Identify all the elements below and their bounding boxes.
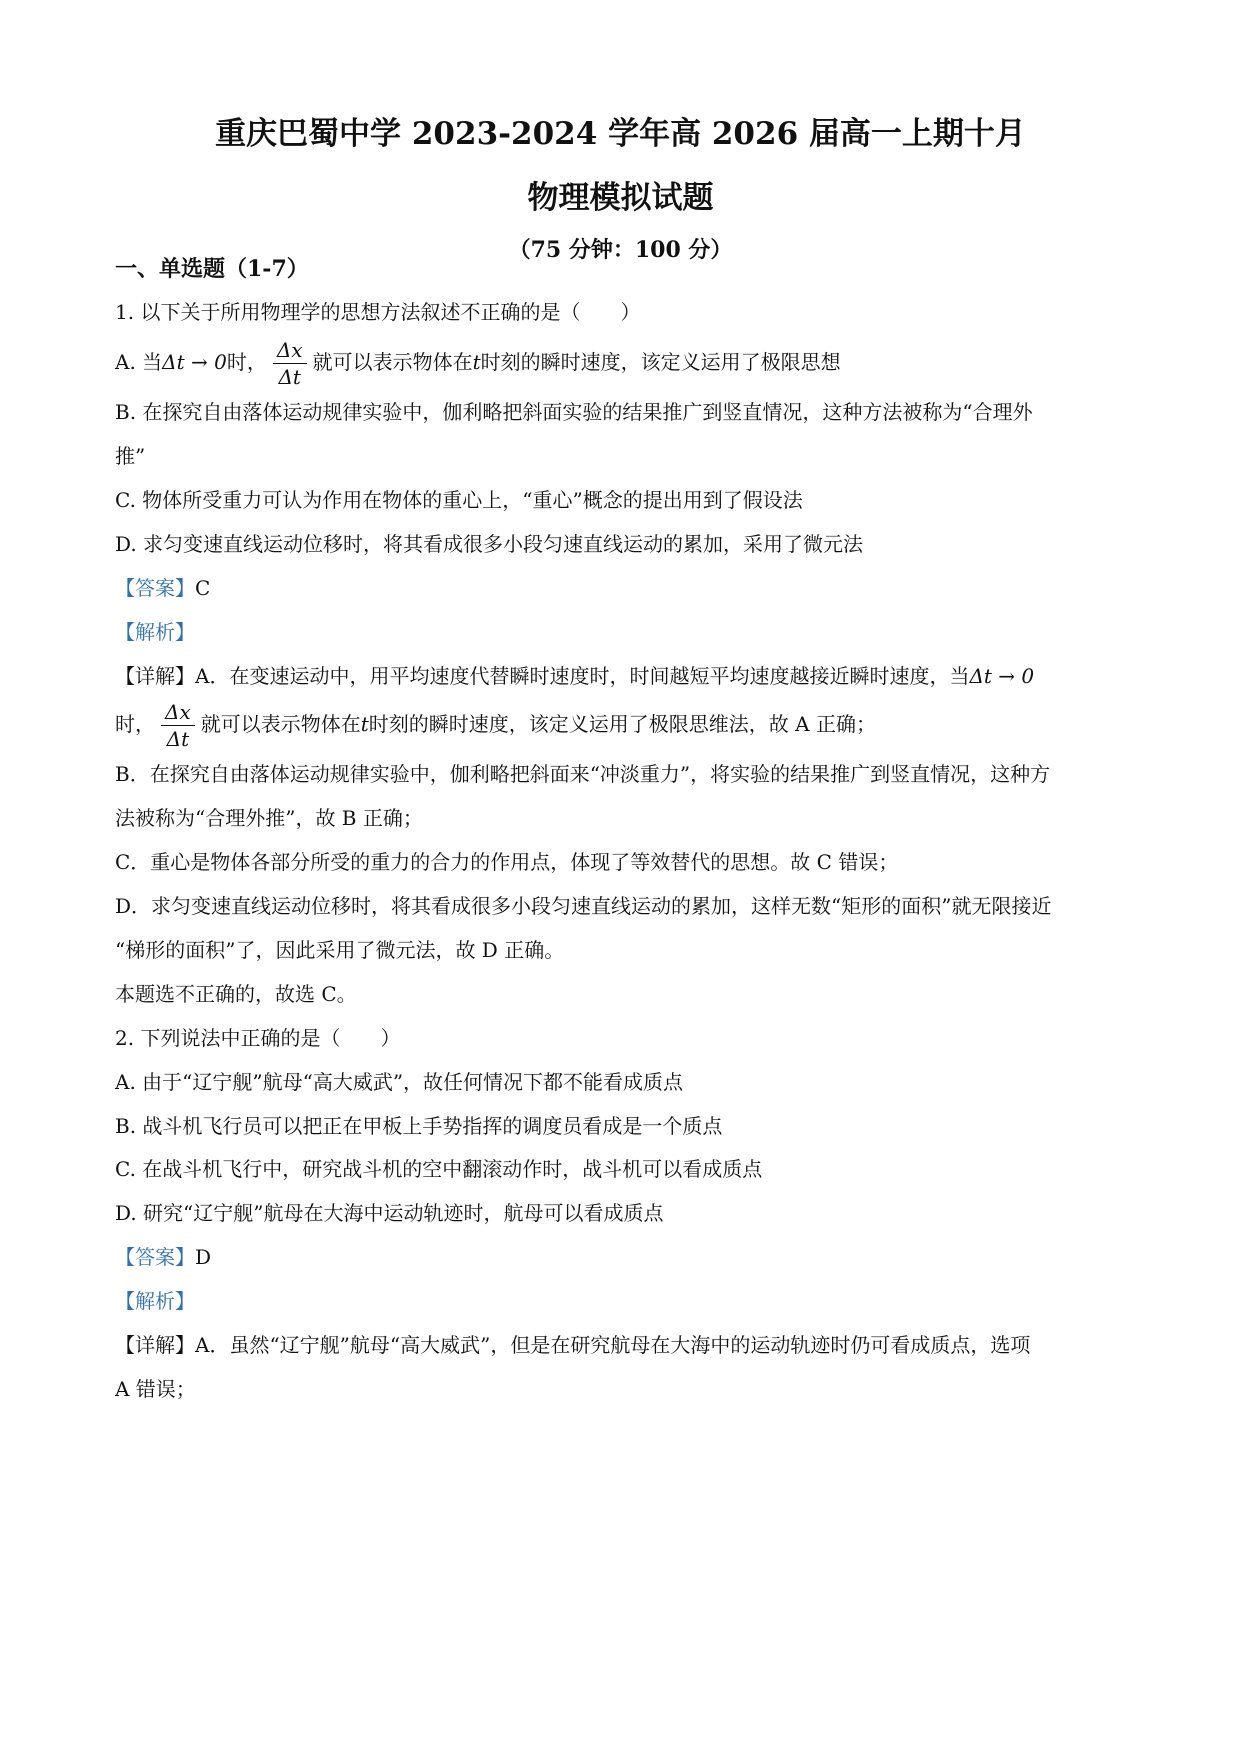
- detail-a2-frac-num: Δx: [161, 699, 195, 726]
- q2-option-c: C. 在战斗机飞行中，研究战斗机的空中翻滚动作时，战斗机可以看成质点: [115, 1157, 763, 1181]
- q1-option-b-line2: 推”: [115, 444, 146, 468]
- detail-a2-text2: 时刻的瞬时速度，该定义运用了极限思维法，故 A 正确；: [368, 712, 876, 736]
- detail-tag: 【详解】: [115, 664, 195, 688]
- exam-subject: 物理模拟试题: [527, 180, 714, 216]
- q1-a-t: t: [472, 350, 481, 374]
- q2-analysis-tag: 【解析】: [115, 1289, 195, 1313]
- q1-option-d: D. 求匀变速直线运动位移时，将其看成很多小段匀速直线运动的累加，采用了微元法: [115, 532, 864, 556]
- q1-a-comma: 时，: [226, 350, 267, 374]
- exam-title: 重庆巴蜀中学 2023-2024 学年高 2026 届高一上期十月: [215, 116, 1026, 152]
- q1-stem: 1. 以下关于所用物理学的思想方法叙述不正确的是（ ）: [115, 300, 641, 324]
- q2-option-d: D. 研究“辽宁舰”航母在大海中运动轨迹时，航母可以看成质点: [115, 1201, 664, 1225]
- q1-detail-b-line1: B．在探究自由落体运动规律实验中，伽利略把斜面来“冲淡重力”，将实验的结果推广到竖直情况，这种方: [115, 762, 1051, 786]
- q1-detail-a-line1: [115, 662, 1125, 690]
- q1-detail-c: C．重心是物体各部分所受的重力的合力的作用点，体现了等效替代的思想。故 C 错误；: [115, 850, 899, 874]
- q1-a-frac-num: Δx: [273, 337, 307, 364]
- detail-a-text: A．在变速运动中，用平均速度代替瞬时速度时，时间越短平均速度越接近瞬时速度，当: [195, 664, 970, 688]
- detail-a2-frac-den: Δt: [166, 727, 190, 751]
- q1-detail-a-line2: [115, 696, 1125, 752]
- q1-detail-d-line1: D．求匀变速直线运动位移时，将其看成很多小段匀速直线运动的累加，这样无数“矩形的面积”就无限接近: [115, 894, 1052, 918]
- q2-option-b: B. 战斗机飞行员可以把正在甲板上手势指挥的调度员看成是一个质点: [115, 1114, 723, 1138]
- q2-answer: [115, 1243, 1125, 1271]
- detail-a-condition: Δt → 0: [969, 664, 1035, 688]
- detail-a-text: A．虽然“辽宁舰”航母“高大威武”，但是在研究航母在大海中的运动轨迹时仍可看成质点，选项: [195, 1333, 1031, 1357]
- q1-option-b-line1: B. 在探究自由落体运动规律实验中，伽利略把斜面实验的结果推广到竖直情况，这种方法被称为“合理外: [115, 400, 1033, 424]
- q1-a-frac-den: Δt: [278, 365, 301, 389]
- q1-option-a: [115, 334, 1125, 390]
- q1-a-text2: 时刻的瞬时速度，该定义运用了极限思想: [480, 350, 841, 374]
- detail-a2-t: t: [360, 712, 369, 736]
- q1-detail-b-line2: 法被称为“合理外推”，故 B 正确；: [115, 806, 423, 830]
- detail-a2-text1: 就可以表示物体在: [200, 712, 361, 736]
- answer-value: C: [195, 576, 211, 600]
- detail-a2-fraction: [161, 699, 195, 752]
- answer-value: D: [195, 1245, 212, 1269]
- q1-a-condition: Δt → 0: [162, 350, 227, 374]
- q2-option-a: A. 由于“辽宁舰”航母“高大威武”，故任何情况下都不能看成质点: [115, 1070, 684, 1094]
- q2-detail-a-line1: [115, 1331, 1125, 1359]
- q2-stem: 2. 下列说法中正确的是（ ）: [115, 1026, 401, 1050]
- detail-a2-prefix: 时，: [115, 712, 155, 736]
- exam-duration-score: （75 分钟：100 分）: [508, 237, 733, 263]
- q1-a-fraction: [273, 337, 307, 390]
- answer-tag: 【答案】: [115, 576, 195, 600]
- q1-detail-d-line2: “梯形的面积”了，因此采用了微元法，故 D 正确。: [115, 938, 565, 962]
- detail-tag: 【详解】: [115, 1333, 195, 1357]
- q1-conclusion: 本题选不正确的，故选 C。: [115, 982, 357, 1006]
- q1-option-c: C. 物体所受重力可认为作用在物体的重心上，“重心”概念的提出用到了假设法: [115, 488, 803, 512]
- q1-a-prefix: A. 当: [115, 350, 163, 374]
- q2-detail-a-line2: A 错误；: [115, 1377, 196, 1401]
- q1-answer: [115, 574, 1125, 602]
- q1-analysis-tag: 【解析】: [115, 620, 195, 644]
- answer-tag: 【答案】: [115, 1245, 195, 1269]
- section-heading: 一、单选题（1-7）: [115, 256, 309, 282]
- q1-a-text1: 就可以表示物体在: [312, 350, 473, 374]
